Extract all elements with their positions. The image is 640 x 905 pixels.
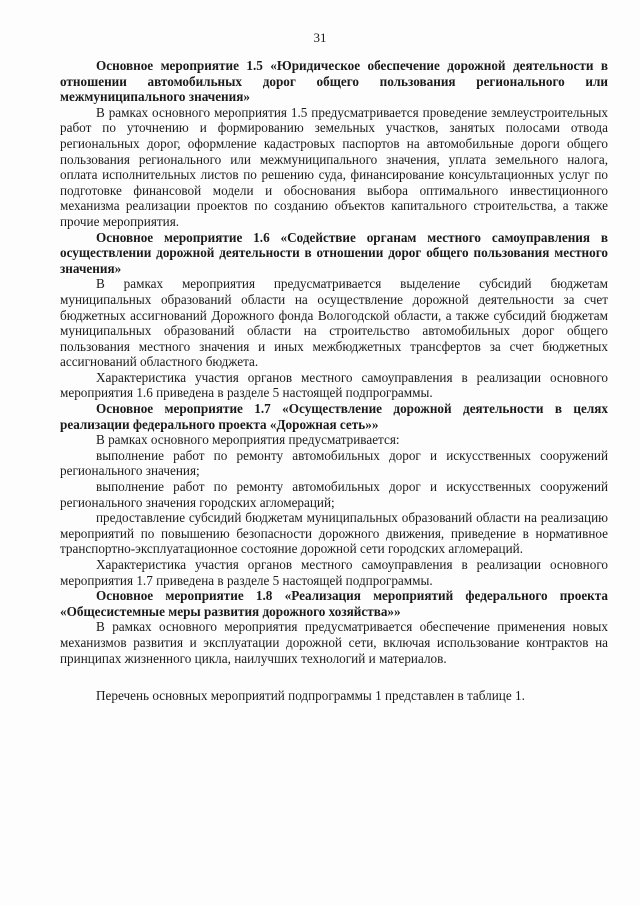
paragraph-activity-1-7-participation: Характеристика участия органов местного самоуправления в реализации основного мероприятия 1.7 приведена в разделе 5 настоящей подпрограммы.	[60, 557, 608, 588]
paragraph-activity-1-6-subsidies: В рамках мероприятия предусматривается выделение субсидий бюджетам муниципальных образований области на осуществление дорожной деятельности за счет бюджетных ассигнований Дорожного фонда Вологодской области, а также субсидий бюджетам муниципальных образований области на строительство автомобильных дорог общего пользования местного значения и иных межбюджетных трансфертов за счет бюджетных ассигнований областного бюджета.	[60, 276, 608, 370]
paragraph-activity-1-5: В рамках основного мероприятия 1.5 предусматривается проведение землеустроительных работ по уточнению и формированию земельных участков, занятых полосами отвода региональных дорог, оформление кадастровых паспортов на автомобильные дороги общего пользования регионального или межмуниципального значения, уплата земельного налога, оплата исполнительных листов по решению суда, финансирование консультационных услуг по подготовке финансовой модели и обоснования выбора оптимального инвестиционного механизма реализации проектов по созданию объектов капитального строительства, а также прочие мероприятия.	[60, 104, 608, 229]
heading-activity-1-5: Основное мероприятие 1.5 «Юридическое обеспечение дорожной деятельности в отношении автомобильных дорог общего пользования регионального или межмуниципального значения»	[60, 58, 608, 105]
paragraph-activity-1-7-item-1: выполнение работ по ремонту автомобильных дорог и искусственных сооружений регионального значения;	[60, 447, 608, 479]
heading-activity-1-6: Основное мероприятие 1.6 «Содействие органам местного самоуправления в осуществлении дорожной деятельности в отношении дорог общего пользования местного значения»	[60, 229, 608, 276]
paragraph-table-reference: Перечень основных мероприятий подпрограммы 1 представлен в таблице 1.	[96, 688, 525, 704]
paragraph-activity-1-7-item-3: предоставление субсидий бюджетам муниципальных образований области на реализацию мероприятий по повышению безопасности дорожного движения, приведение в нормативное транспортно-эксплуатационное состояние дорожной сети городских агломераций.	[60, 510, 608, 557]
heading-activity-1-8: Основное мероприятие 1.8 «Реализация мероприятий федерального проекта «Общесистемные меры развития дорожного хозяйства»»	[60, 588, 608, 619]
paragraph-activity-1-7-item-2: выполнение работ по ремонту автомобильных дорог и искусственных сооружений регионального значения городских агломераций;	[60, 479, 608, 510]
paragraph-activity-1-8: В рамках основного мероприятия предусматривается обеспечение применения новых механизмов развития и эксплуатации дорожной сети, включая использование контрактов на принципах жизненного цикла, наилучших технологий и материалов.	[60, 619, 608, 666]
page-content	[60, 58, 608, 704]
paragraph-activity-1-6-participation: Характеристика участия органов местного самоуправления в реализации основного мероприятия 1.6 приведена в разделе 5 настоящей подпрограммы.	[60, 369, 608, 401]
heading-activity-1-7: Основное мероприятие 1.7 «Осуществление дорожной деятельности в целях реализации федерального проекта «Дорожная сеть»»	[60, 401, 608, 432]
page-number: 31	[313, 30, 327, 45]
paragraph-activity-1-7-intro: В рамках основного мероприятия предусматривается:	[96, 432, 400, 448]
